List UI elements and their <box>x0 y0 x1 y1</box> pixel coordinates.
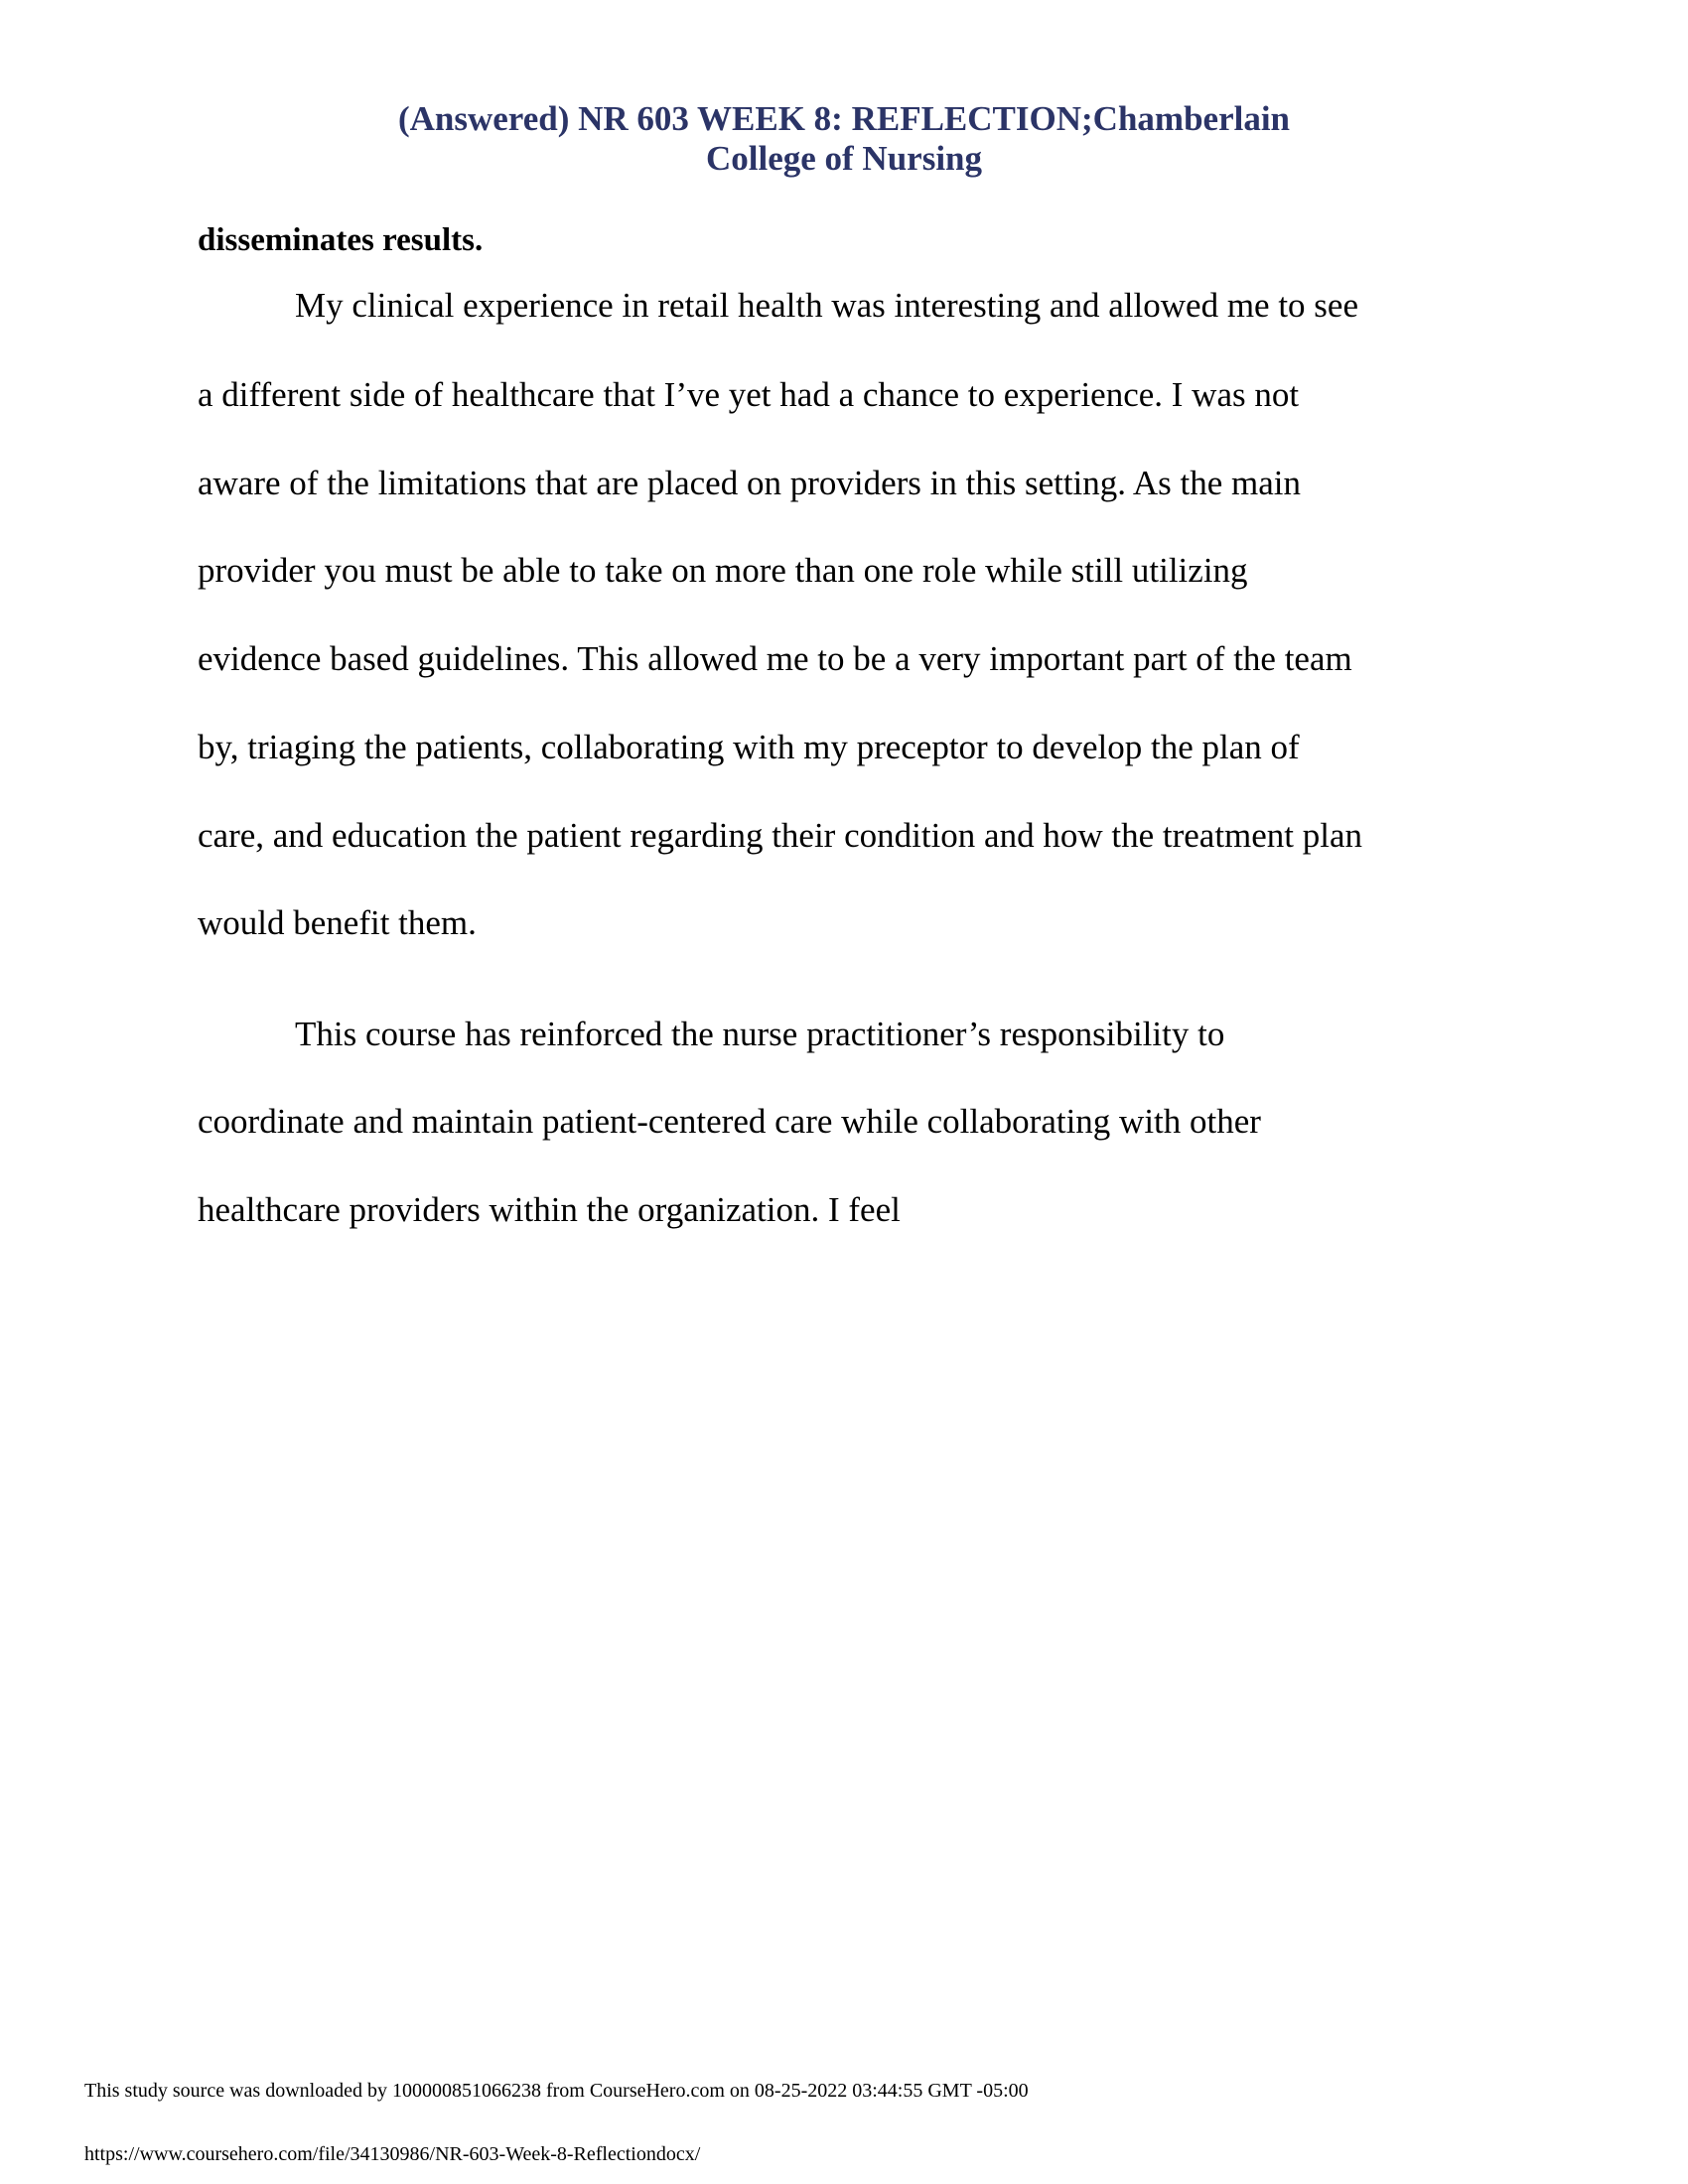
paragraph-line: This course has reinforced the nurse practitioner’s responsibility to <box>295 1015 1225 1053</box>
paragraph-line: evidence based guidelines. This allowed me to be a very important part of the team <box>198 639 1352 678</box>
paragraph-line: provider you must be able to take on more than one role while still utilizing <box>198 551 1248 590</box>
section-fragment: disseminates results. <box>198 222 484 258</box>
paragraph-line: healthcare providers within the organization. I feel <box>198 1190 901 1229</box>
source-url[interactable]: https://www.coursehero.com/file/34130986/NR-603-Week-8-Reflectiondocx/ <box>84 2143 701 2165</box>
paragraph-line: a different side of healthcare that I’ve yet had a chance to experience. I was not <box>198 375 1300 414</box>
document-title <box>0 99 1688 179</box>
paragraph-line: aware of the limitations that are placed on providers in this setting. As the main <box>198 464 1301 502</box>
title-line-1: (Answered) NR 603 WEEK 8: REFLECTION;Chamberlain <box>397 99 1291 138</box>
paragraph-line: would benefit them. <box>198 903 477 942</box>
paragraph-line: coordinate and maintain patient-centered care while collaborating with other <box>198 1102 1261 1141</box>
download-notice: This study source was downloaded by 100000851066238 from CourseHero.com on 08-25-2022 03:44:55 GMT -05:00 <box>84 2080 1029 2102</box>
paragraph-line: care, and education the patient regarding their condition and how the treatment plan <box>198 816 1363 855</box>
paragraph-line: My clinical experience in retail health was interesting and allowed me to see <box>295 286 1358 325</box>
title-line-2: College of Nursing <box>705 139 983 178</box>
paragraph-line: by, triaging the patients, collaborating with my preceptor to develop the plan of <box>198 728 1300 766</box>
